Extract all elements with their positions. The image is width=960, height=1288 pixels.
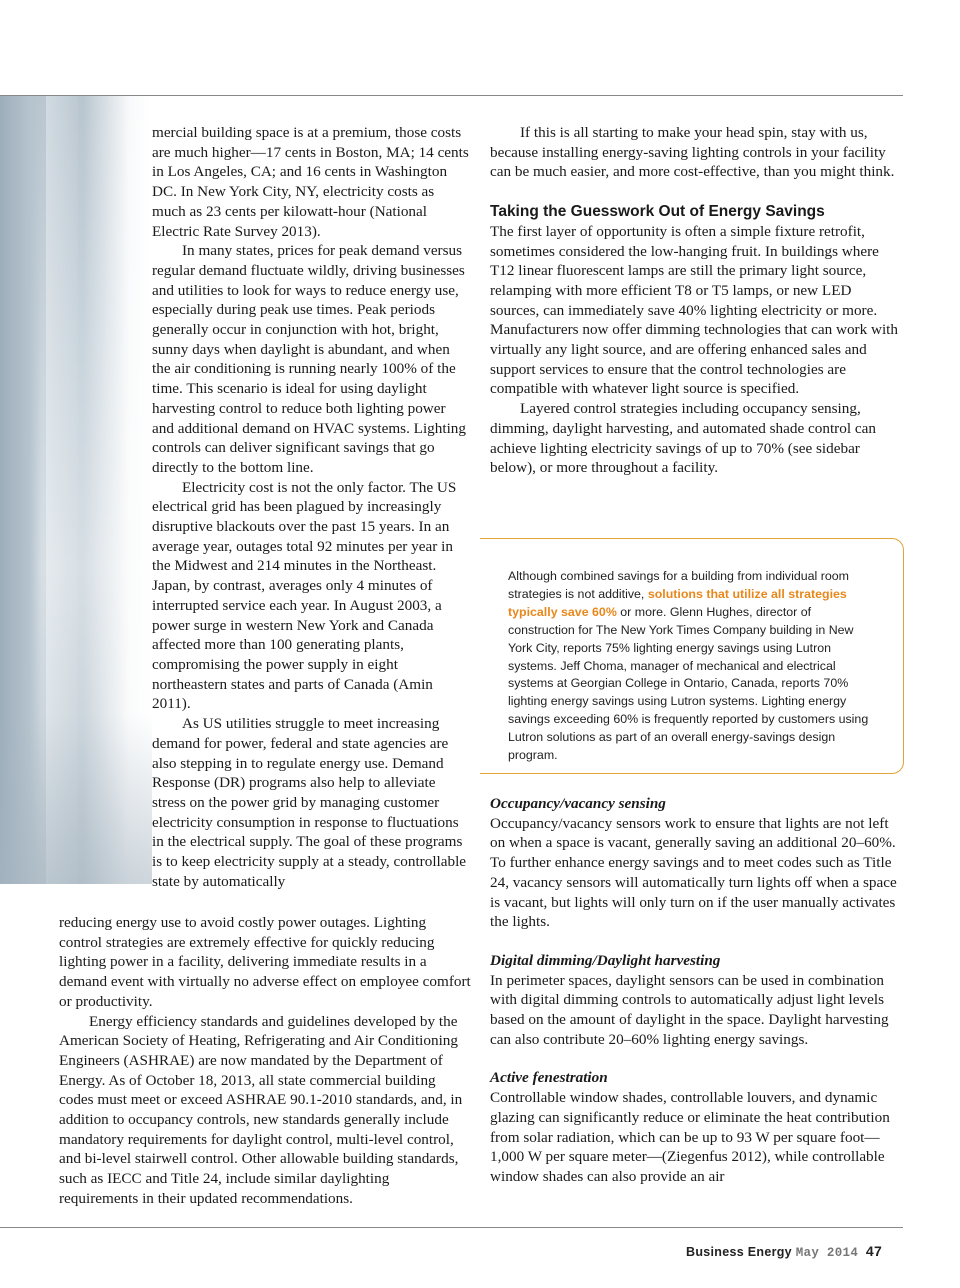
sidebar-text-end: or more. Glenn Hughes, director of construction for The New York Times Company building in New York City, reports 75% lighting energy savings using Lutron systems. Jeff Choma, manager of mechanical and electrical systems at Georgian College in Ontario, Canada, reports 70% lighting energy savings using Lutron systems. Lighting energy savings exceeding 60% is frequently reported by customers using Lutron solutions as part of an overall energy-savings design program. xyxy=(508,604,869,763)
right-paragraph-4: Occupancy/vacancy sensors work to ensure that lights are not left on when a space is vacant, generally saving an additional 20–60%. To further enhance energy savings and to meet codes such as Title 24, vacancy sensors will automatically turn lights off when a space is vacant, but lights will only turn on if the user manually activates the lights. xyxy=(490,814,897,931)
right-paragraph-5: In perimeter spaces, daylight sensors can be used in combination with digital dimming controls to automatically adjust light levels based on the amount of daylight in the space. Daylight harvesting can also contribute 20–60% lighting energy savings. xyxy=(490,971,889,1048)
section-heading: Taking the Guesswork Out of Energy Savings xyxy=(490,203,825,221)
sidebar-highlight: solutions that utilize all strategies typically save 60% xyxy=(508,586,847,619)
left-column-bottom xyxy=(59,913,471,1209)
right-paragraph-2: The first layer of opportunity is often a simple fixture retrofit, sometimes considered the low-hanging fruit. In buildings where T12 linear fluorescent lamps are still the primary light source, relamping with more efficient T8 or T5 lamps, or new LED sources, can immediately save 40% lighting electricity or more. Manufacturers now offer dimming technologies that can work with virtually any light source, and are offering enhanced sales and support services to ensure that the control technologies are compatible with whatever light source is specified. xyxy=(490,222,898,398)
page-footer xyxy=(686,1243,882,1260)
right-paragraph-1: If this is all starting to make your head spin, stay with us, because installing energy-saving lighting controls in your facility can be much easier, and more cost-effective, than you might think. xyxy=(490,124,895,181)
left-paragraph-2: In many states, prices for peak demand versus regular demand fluctuate wildly, driving businesses and utilities to look for ways to reduce energy use, especially during peak use times. Peak periods generally occur in conjunction with hot, bright, sunny days when daylight is abundant, and when the air conditioning is running nearly 100% of the time. This scenario is ideal for using daylight harvesting control to reduce both lighting power and additional demand on HVAC systems. Lighting controls can deliver significant savings that go directly to the bottom line. xyxy=(152,242,466,476)
left-paragraph-3: Electricity cost is not the only factor. The US electrical grid has been plagued by increasingly disruptive blackouts over the past 15 years. In an average year, outages total 92 minutes per year in the Midwest and 214 minutes in the Northeast. Japan, by contrast, averages only 4 minutes of interrupted service each year. In August 2003, a power surge in western New York and Canada affected more than 100 generating plants, compromising the power supply in eight northeastern states and parts of Canada (Amin 2011). xyxy=(152,478,457,713)
sidebar-text xyxy=(508,568,878,765)
subheading-dimming: Digital dimming/Daylight harvesting xyxy=(490,951,721,969)
right-column-bottom xyxy=(490,775,902,1187)
sidebar-text-start: Although combined savings for a building from individual room strategies is not additive, xyxy=(508,569,849,601)
left-column-top xyxy=(152,123,470,891)
left-paragraph-5: Energy efficiency standards and guidelines developed by the American Society of Heating, Refrigerating and Air Conditioning Engineers (ASHRAE) are now mandated by the Department of Energy. As of October 18, 2013, all state commercial building codes must meet or exceed ASHRAE 90.1-2010 standards, and, in addition to occupancy controls, new standards generally include mandatory requirements for daylight control, multi-level control, and bi-level stairwell control. Other allowable building standards, such as IECC and Title 24, include similar daylighting requirements in their updated recommendations. xyxy=(59,1012,463,1207)
subheading-fenestration: Active fenestration xyxy=(490,1069,608,1087)
right-column-top xyxy=(490,123,902,478)
page-number: 47 xyxy=(865,1243,883,1259)
bottom-rule xyxy=(0,1227,903,1228)
left-paragraph-4a: As US utilities struggle to meet increasing demand for power, federal and state agencies are also stepping in to regulate energy use. Demand Response (DR) programs also help to alleviate stress on the power grid by managing customer electricity consumption in response to fluctuations in the electrical supply. The goal of these programs is to keep electricity supply at a steady, controllable state by automatically xyxy=(152,715,467,890)
left-paragraph-1: mercial building space is at a premium, those costs are much higher—17 cents in Boston, MA; 14 cents in Los Angeles, CA; and 16 cents in Washington DC. In New York City, NY, electricity costs as much as 23 cents per kilowatt-hour (National Electric Rate Survey 2013). xyxy=(152,124,469,240)
left-paragraph-4b: reducing energy use to avoid costly power outages. Lighting control strategies are extremely effective for quickly reducing lighting power in a facility, delivering immediate results in a demand event with virtually no adverse effect on employee comfort or productivity. xyxy=(59,914,471,1010)
footer-publication: Business Energy xyxy=(686,1245,792,1259)
background-photo xyxy=(0,96,152,884)
subheading-occupancy: Occupancy/vacancy sensing xyxy=(490,795,666,812)
right-paragraph-6: Controllable window shades, controllable louvers, and dynamic glazing can significantly reduce or eliminate the heat contribution from solar radiation, which can be up to 93 W per square foot—1,000 W per square meter—(Ziegenfus 2012), while controllable window shades can also provide an air xyxy=(490,1089,890,1185)
footer-issue: May 2014 xyxy=(795,1246,859,1260)
right-paragraph-3: Layered control strategies including occupancy sensing, dimming, daylight harvesting, and automated shade control can achieve lighting electricity savings of up to 70% (see sidebar below), or more throughout a facility. xyxy=(490,400,876,477)
